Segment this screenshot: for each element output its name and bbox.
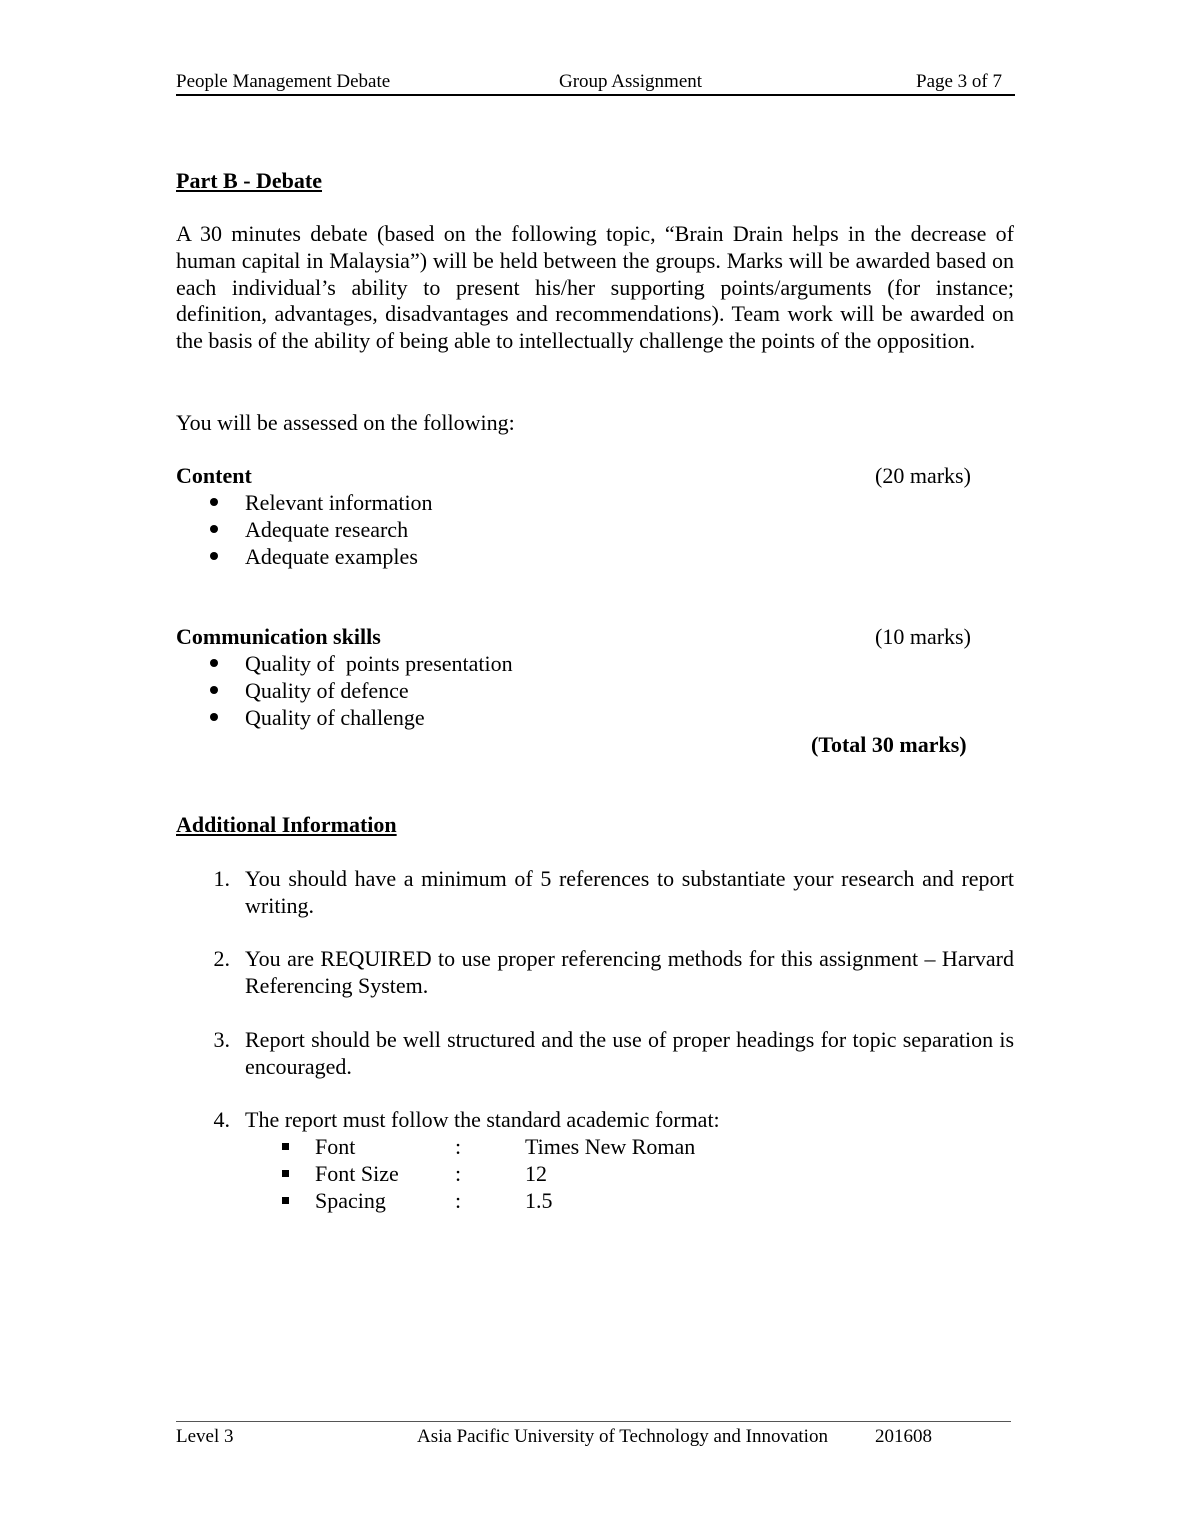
header-left: People Management Debate xyxy=(176,71,391,92)
footer-right: 201608 xyxy=(875,1426,932,1447)
footer-center: Asia Pacific University of Technology and Innovation xyxy=(417,1426,828,1447)
intro-paragraph: A 30 minutes debate (based on the following topic, “Brain Drain helps in the decrease of human capital in Malaysia”) will be held between the groups. Marks will be awarded based on each individual’s ability to present his/her supporting points/arguments (for instance; definition, advantages, disadvantages and recommendations). Team work will be awarded on the basis of the ability of being able to intellectually challenge the points of the opposition. xyxy=(176,221,1014,354)
content-marks: (20 marks) xyxy=(875,463,971,488)
additional-item: The report must follow the standard academic format: xyxy=(245,1107,720,1132)
bullet-icon xyxy=(210,525,218,533)
additional-item: Report should be well structured and the use of proper headings for topic separation is encouraged. xyxy=(245,1027,1014,1079)
format-value: 12 xyxy=(525,1161,547,1186)
bullet-icon xyxy=(210,498,218,506)
list-number: 1. xyxy=(213,866,230,891)
header-right: Page 3 of 7 xyxy=(916,71,1003,92)
square-bullet-icon xyxy=(282,1143,289,1150)
total-marks: (Total 30 marks) xyxy=(811,732,967,757)
communication-item: Quality of challenge xyxy=(245,705,425,730)
communication-item: Quality of points presentation xyxy=(245,651,513,676)
format-key: Font Size xyxy=(315,1161,399,1186)
communication-label: Communication skills xyxy=(176,624,381,649)
bullet-icon xyxy=(210,713,218,721)
additional-item: You should have a minimum of 5 references to substantiate your research and report writing. xyxy=(245,866,1014,918)
header-rule xyxy=(176,94,1015,96)
header-center: Group Assignment xyxy=(559,71,703,92)
bullet-icon xyxy=(210,659,218,667)
format-key: Spacing xyxy=(315,1188,386,1213)
square-bullet-icon xyxy=(282,1197,289,1204)
part-b-title: Part B - Debate xyxy=(176,168,323,193)
format-separator: : xyxy=(455,1161,462,1186)
format-separator: : xyxy=(455,1134,462,1159)
format-value: 1.5 xyxy=(525,1188,553,1213)
list-number: 4. xyxy=(213,1107,230,1132)
content-item: Relevant information xyxy=(245,490,433,515)
assessed-text: You will be assessed on the following: xyxy=(176,410,515,435)
communication-item: Quality of defence xyxy=(245,678,409,703)
content-item: Adequate research xyxy=(245,517,409,542)
additional-title: Additional Information xyxy=(176,812,397,837)
format-key: Font xyxy=(315,1134,356,1159)
additional-item: You are REQUIRED to use proper referencing methods for this assignment – Harvard Referencing System. xyxy=(245,946,1014,998)
content-item: Adequate examples xyxy=(245,544,418,569)
footer-rule xyxy=(176,1421,1011,1422)
format-value: Times New Roman xyxy=(525,1134,696,1159)
list-number: 2. xyxy=(213,946,230,971)
bullet-icon xyxy=(210,552,218,560)
format-separator: : xyxy=(455,1188,462,1213)
list-number: 3. xyxy=(213,1027,230,1052)
content-label: Content xyxy=(176,463,252,488)
footer-left: Level 3 xyxy=(176,1426,234,1447)
square-bullet-icon xyxy=(282,1170,289,1177)
bullet-icon xyxy=(210,686,218,694)
communication-marks: (10 marks) xyxy=(875,624,971,649)
